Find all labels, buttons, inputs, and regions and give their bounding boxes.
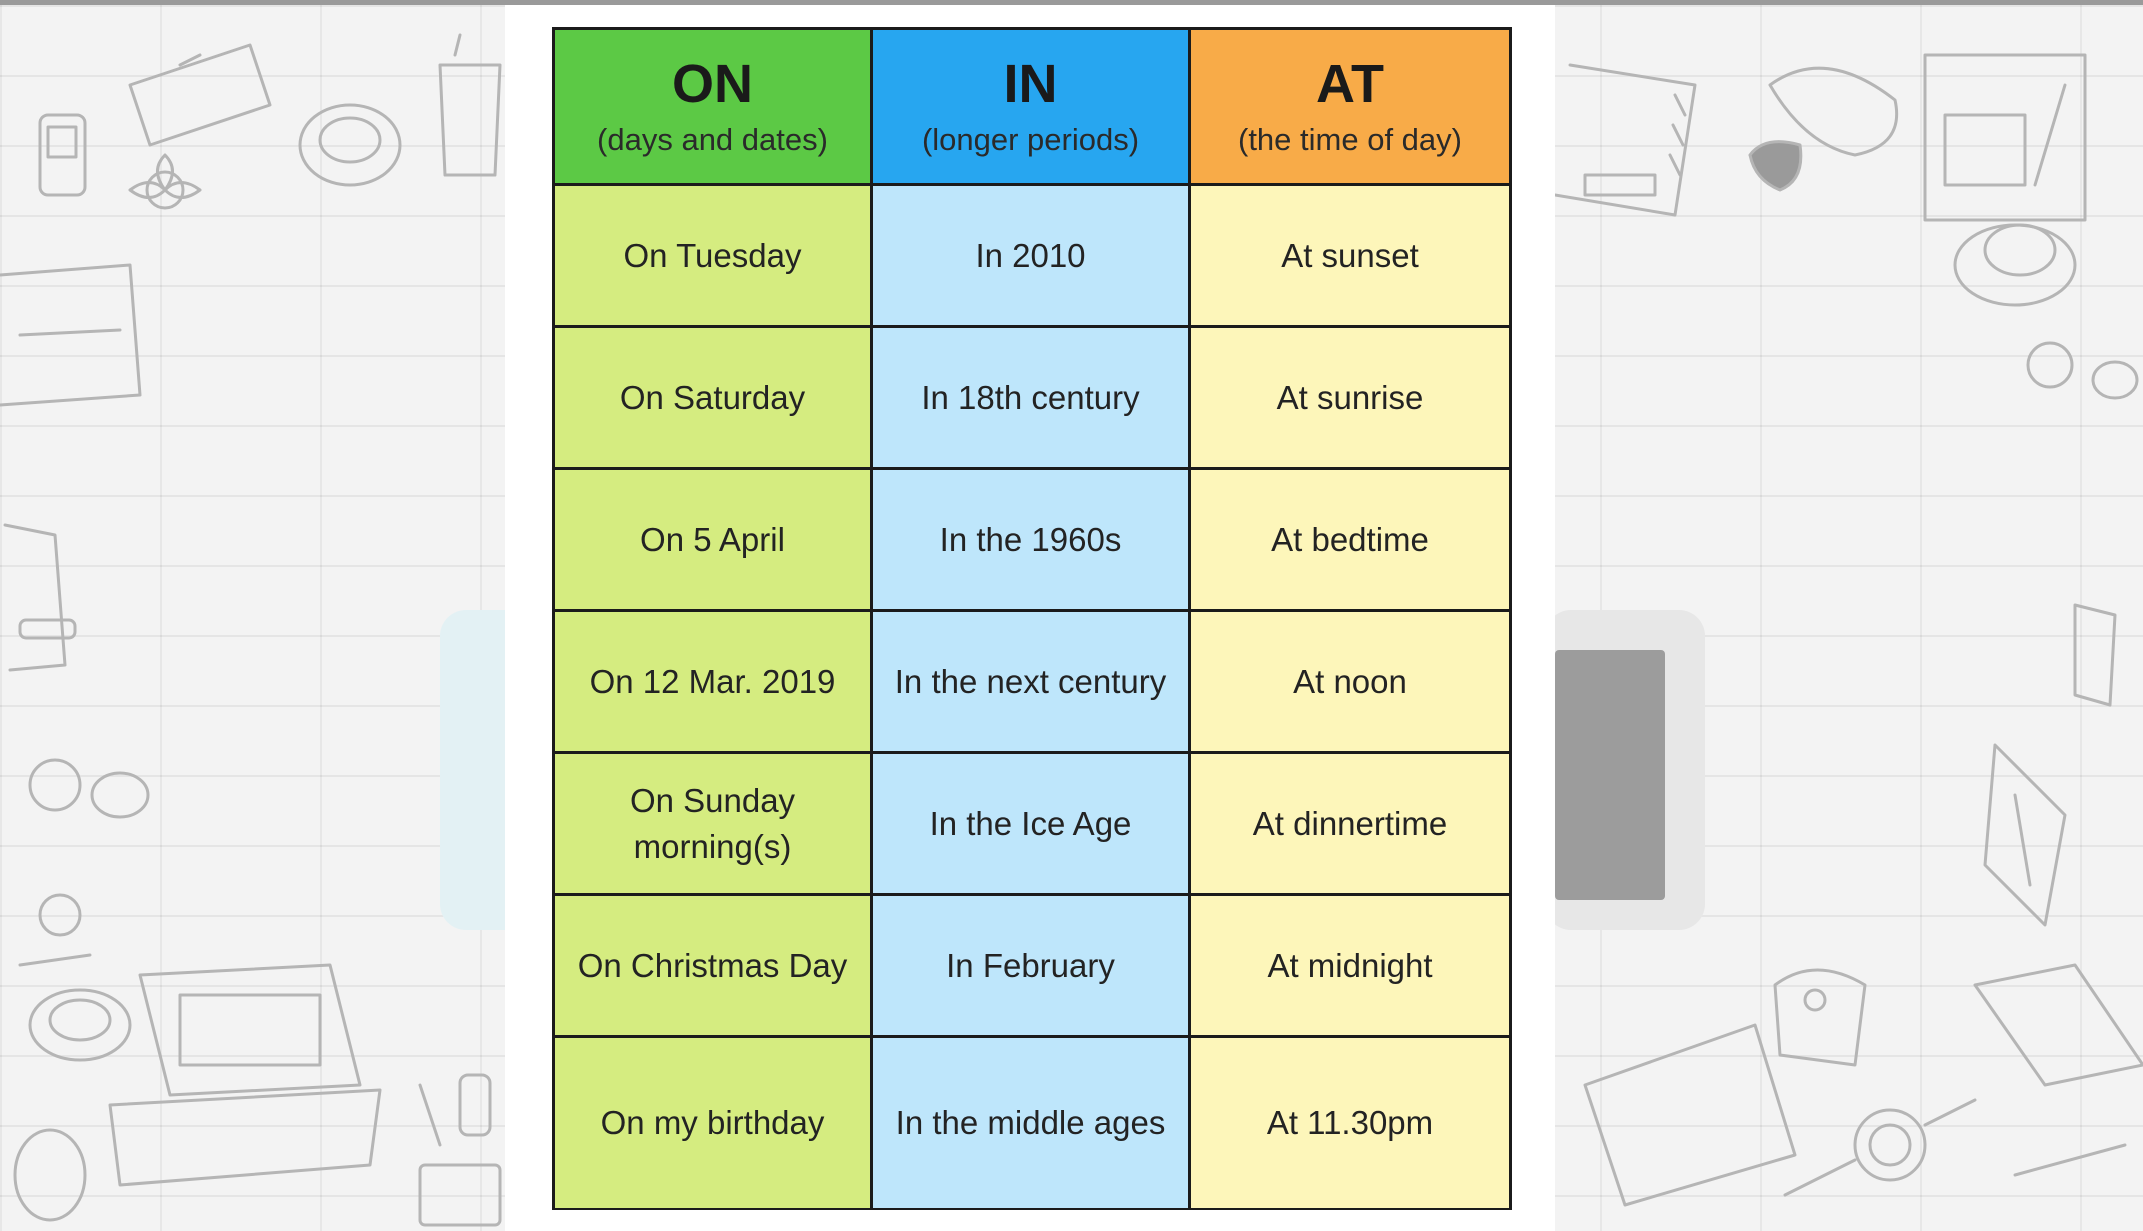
cup-icon <box>440 35 500 175</box>
pen-icon <box>420 1075 490 1145</box>
cell-text: On Saturday <box>619 378 806 416</box>
table-cell-at <box>1191 896 1509 1038</box>
table-cell-at <box>1191 186 1509 328</box>
table-cell-in <box>873 612 1191 754</box>
cell-text: On my birthday <box>600 1104 825 1141</box>
cell-text: In the 1960s <box>939 520 1122 558</box>
cell-text: On 5 April <box>640 520 785 558</box>
table-cell-at <box>1191 612 1509 754</box>
table-cell-on <box>555 328 873 470</box>
cell-text: At noon <box>1293 662 1407 700</box>
cell-text: At dinnertime <box>1252 804 1448 842</box>
table-cell-in <box>873 1038 1191 1208</box>
table-cell-in <box>873 186 1191 328</box>
cell-text: At sunrise <box>1276 378 1424 416</box>
notebook-icon <box>0 265 140 405</box>
column-title: ON <box>672 53 753 114</box>
table-cell-on <box>555 186 873 328</box>
column-header-on <box>555 30 873 186</box>
notebook-icon <box>1925 55 2085 220</box>
cup-icon <box>420 1165 500 1225</box>
cell-text: In 18th century <box>921 378 1140 416</box>
column-subtitle: (days and dates) <box>597 121 828 157</box>
coffee-cup-icon <box>300 105 400 185</box>
column-title: IN <box>1003 53 1058 114</box>
table-cell-in <box>873 470 1191 612</box>
wallet-icon <box>2075 605 2115 705</box>
table-cell-at <box>1191 754 1509 896</box>
cell-text: On Christmas Day <box>577 946 848 984</box>
pen-icon <box>2015 1145 2125 1175</box>
table-cell-on <box>555 754 873 896</box>
table-cell-on <box>555 470 873 612</box>
cup-icon <box>2028 343 2137 398</box>
cell-text: On Tuesday <box>623 236 802 274</box>
coffee-cup-icon <box>30 990 130 1060</box>
cell-text: In the middle ages <box>895 1104 1166 1141</box>
left-doodle-decoration <box>0 5 505 1231</box>
flower-icon <box>130 155 200 208</box>
planner-icon <box>5 525 75 670</box>
column-subtitle: (the time of day) <box>1238 121 1462 157</box>
cell-text: In the next century <box>894 662 1167 700</box>
table-cell-in <box>873 328 1191 470</box>
table-cell-at <box>1191 1038 1509 1208</box>
wallet-icon <box>1775 970 1865 1065</box>
cell-text: At bedtime <box>1271 520 1429 558</box>
column-header-in <box>873 30 1191 186</box>
table-cell-in <box>873 896 1191 1038</box>
cell-text: On Sunday morning(s) <box>629 781 796 865</box>
laptop-icon <box>110 965 380 1185</box>
cell-text: At 11.30pm <box>1266 1104 1434 1141</box>
planner-icon <box>1975 965 2143 1085</box>
table-cell-on <box>555 896 873 1038</box>
laptop-icon <box>1585 1025 1795 1205</box>
table-cell-at <box>1191 470 1509 612</box>
planner-icon <box>1555 65 1695 215</box>
cell-text: In February <box>946 946 1115 984</box>
background-shape <box>1555 650 1665 900</box>
cell-text: At sunset <box>1281 236 1419 274</box>
phone-icon <box>40 115 85 195</box>
watch-icon <box>20 895 90 965</box>
briefcase-icon <box>130 45 270 145</box>
mouse-icon <box>15 1130 85 1220</box>
watch-icon <box>1785 1100 1975 1195</box>
table-cell-on <box>555 612 873 754</box>
table-cell-at <box>1191 328 1509 470</box>
prepositions-table <box>552 27 1512 1210</box>
glasses-icon <box>1750 68 1897 190</box>
coffee-cup-icon <box>1955 225 2075 305</box>
table-cell-in <box>873 754 1191 896</box>
cell-text: In the Ice Age <box>929 804 1132 842</box>
cell-text: In 2010 <box>975 236 1086 274</box>
column-header-at <box>1191 30 1509 186</box>
pen-icon <box>1985 745 2065 925</box>
cell-text: On 12 Mar. 2019 <box>589 662 836 700</box>
table-cell-on <box>555 1038 873 1208</box>
camera-icon <box>30 760 148 817</box>
column-title: AT <box>1316 53 1384 114</box>
cell-text: At midnight <box>1267 946 1433 984</box>
column-subtitle: (longer periods) <box>921 121 1140 157</box>
